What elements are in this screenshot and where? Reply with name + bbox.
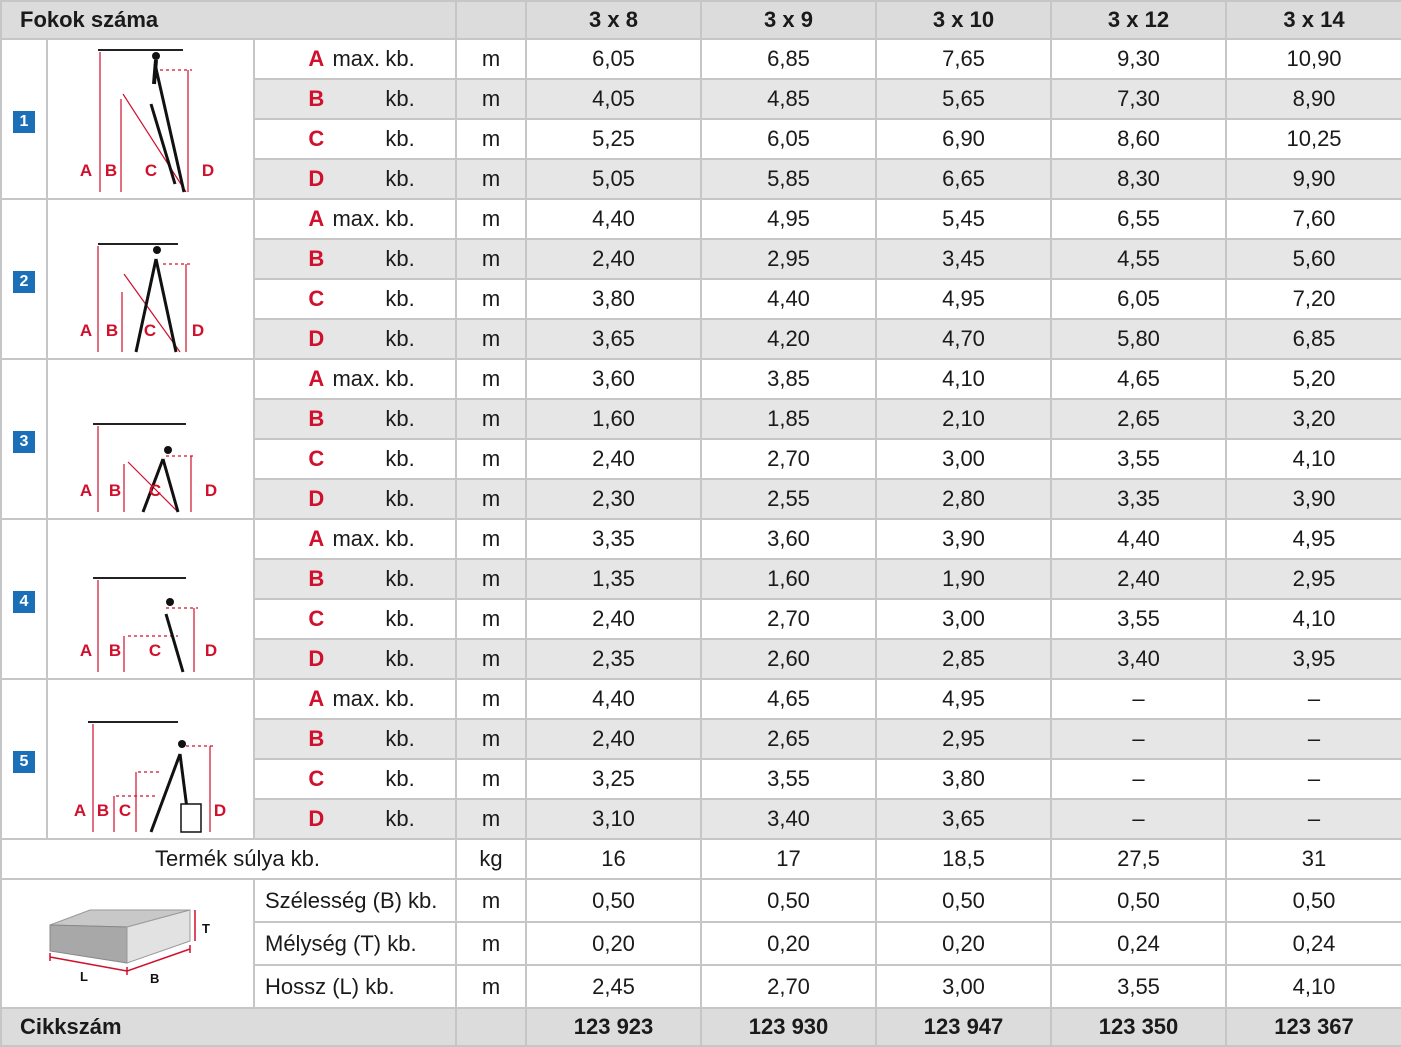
value-cell: 5,60: [1226, 239, 1401, 279]
measure-label: [254, 719, 456, 759]
article-number: 123 923: [526, 1008, 701, 1046]
measure-letter: D: [308, 166, 325, 191]
table-row: [1, 199, 1401, 239]
value-cell: 2,10: [876, 399, 1051, 439]
value-cell: 8,30: [1051, 159, 1226, 199]
measure-letter: A: [308, 46, 325, 71]
header-size: 3 x 10: [876, 1, 1051, 39]
measure-label: [254, 239, 456, 279]
dimension-unit: m: [456, 965, 526, 1008]
measure-suffix: kb.: [385, 686, 415, 711]
unit-cell: m: [456, 559, 526, 599]
table-row: [1, 519, 1401, 559]
unit-cell: m: [456, 719, 526, 759]
measure-suffix: kb.: [385, 726, 415, 751]
measure-suffix: kb.: [385, 86, 415, 111]
dimension-value: 0,50: [1226, 879, 1401, 922]
value-cell: 4,10: [1226, 599, 1401, 639]
value-cell: 1,85: [701, 399, 876, 439]
value-cell: 6,85: [701, 39, 876, 79]
measure-label: [254, 159, 456, 199]
value-cell: 2,30: [526, 479, 701, 519]
value-cell: 10,25: [1226, 119, 1401, 159]
measure-prefix: max.: [332, 526, 381, 551]
value-cell: 3,45: [876, 239, 1051, 279]
measure-suffix: kb.: [385, 566, 415, 591]
measure-suffix: kb.: [385, 806, 415, 831]
value-cell: 4,95: [876, 279, 1051, 319]
weight-row: [1, 839, 1401, 879]
dimension-row: [1, 879, 1401, 922]
unit-cell: m: [456, 799, 526, 839]
value-cell: 4,65: [701, 679, 876, 719]
measure-label: [254, 79, 456, 119]
dimension-value: 0,20: [876, 922, 1051, 965]
measure-label: [254, 359, 456, 399]
value-cell: 2,65: [1051, 399, 1226, 439]
dimension-value: 0,24: [1051, 922, 1226, 965]
value-cell: 4,70: [876, 319, 1051, 359]
measure-label: [254, 399, 456, 439]
value-cell: –: [1051, 759, 1226, 799]
value-cell: 3,90: [1226, 479, 1401, 519]
value-cell: –: [1226, 679, 1401, 719]
value-cell: 3,40: [1051, 639, 1226, 679]
dimension-value: 0,50: [701, 879, 876, 922]
weight-value: 27,5: [1051, 839, 1226, 879]
value-cell: 3,60: [526, 359, 701, 399]
value-cell: 4,95: [876, 679, 1051, 719]
svg-text:B: B: [150, 970, 160, 986]
measure-letter: D: [308, 486, 325, 511]
header-size: 3 x 9: [701, 1, 876, 39]
value-cell: –: [1051, 719, 1226, 759]
svg-text:B: B: [104, 161, 118, 180]
value-cell: 5,85: [701, 159, 876, 199]
value-cell: 3,55: [1051, 599, 1226, 639]
measure-letter: B: [308, 726, 325, 751]
measure-label: [254, 319, 456, 359]
value-cell: 2,40: [526, 719, 701, 759]
measure-label: [254, 279, 456, 319]
value-cell: 1,90: [876, 559, 1051, 599]
value-cell: 6,05: [1051, 279, 1226, 319]
measure-letter: A: [308, 206, 325, 231]
unit-cell: m: [456, 439, 526, 479]
unit-cell: m: [456, 359, 526, 399]
value-cell: 6,05: [526, 39, 701, 79]
measure-suffix: kb.: [385, 206, 415, 231]
svg-text:B: B: [96, 801, 110, 820]
config-badge: 1: [13, 111, 35, 133]
value-cell: 6,55: [1051, 199, 1226, 239]
header-unit-blank: [456, 1, 526, 39]
measure-letter: B: [308, 246, 325, 271]
dimension-unit: m: [456, 922, 526, 965]
value-cell: 2,55: [701, 479, 876, 519]
config-number-cell: [1, 359, 47, 519]
svg-text:A: A: [73, 801, 87, 820]
weight-value: 18,5: [876, 839, 1051, 879]
value-cell: 2,85: [876, 639, 1051, 679]
table-row: [1, 359, 1401, 399]
measure-suffix: kb.: [385, 766, 415, 791]
unit-cell: m: [456, 319, 526, 359]
ladder-diagram: [47, 199, 254, 359]
measure-letter: B: [308, 566, 325, 591]
unit-cell: m: [456, 679, 526, 719]
config-number-cell: [1, 679, 47, 839]
value-cell: 5,05: [526, 159, 701, 199]
value-cell: 6,90: [876, 119, 1051, 159]
value-cell: 3,95: [1226, 639, 1401, 679]
value-cell: 5,25: [526, 119, 701, 159]
value-cell: –: [1051, 799, 1226, 839]
measure-suffix: kb.: [385, 326, 415, 351]
measure-letter: C: [308, 446, 325, 471]
measure-letter: A: [308, 686, 325, 711]
value-cell: 3,00: [876, 599, 1051, 639]
value-cell: 3,55: [1051, 439, 1226, 479]
article-number: 123 930: [701, 1008, 876, 1046]
value-cell: 4,55: [1051, 239, 1226, 279]
measure-label: [254, 599, 456, 639]
dimension-value: 3,00: [876, 965, 1051, 1008]
svg-text:A: A: [79, 161, 93, 180]
value-cell: 3,80: [526, 279, 701, 319]
weight-value: 17: [701, 839, 876, 879]
value-cell: 3,80: [876, 759, 1051, 799]
ladder-diagram: [47, 359, 254, 519]
weight-label: Termék súlya kb.: [1, 839, 456, 879]
value-cell: 2,70: [701, 599, 876, 639]
value-cell: 10,90: [1226, 39, 1401, 79]
value-cell: 3,85: [701, 359, 876, 399]
measure-letter: C: [308, 286, 325, 311]
svg-text:A: A: [79, 641, 93, 660]
value-cell: 6,05: [701, 119, 876, 159]
measure-label: [254, 39, 456, 79]
dimension-value: 0,50: [1051, 879, 1226, 922]
unit-cell: m: [456, 599, 526, 639]
dimension-unit: m: [456, 879, 526, 922]
config-number-cell: [1, 39, 47, 199]
svg-text:C: C: [143, 321, 157, 340]
svg-text:A: A: [79, 321, 93, 340]
value-cell: 4,20: [701, 319, 876, 359]
measure-label: [254, 119, 456, 159]
article-number: 123 367: [1226, 1008, 1401, 1046]
config-badge: 4: [13, 591, 35, 613]
unit-cell: m: [456, 159, 526, 199]
measure-suffix: kb.: [385, 286, 415, 311]
weight-unit: kg: [456, 839, 526, 879]
measure-suffix: kb.: [385, 406, 415, 431]
dimension-value: 0,24: [1226, 922, 1401, 965]
value-cell: 8,60: [1051, 119, 1226, 159]
svg-text:B: B: [108, 641, 122, 660]
value-cell: 4,10: [876, 359, 1051, 399]
svg-text:D: D: [204, 641, 218, 660]
svg-text:C: C: [144, 161, 158, 180]
config-badge: 5: [13, 751, 35, 773]
value-cell: 3,35: [526, 519, 701, 559]
measure-prefix: max.: [332, 686, 381, 711]
svg-text:C: C: [148, 481, 162, 500]
article-unit-blank: [456, 1008, 526, 1046]
value-cell: 2,70: [701, 439, 876, 479]
svg-text:D: D: [191, 321, 205, 340]
value-cell: 3,65: [876, 799, 1051, 839]
config-badge: 2: [13, 271, 35, 293]
dimension-label: Hossz (L) kb.: [254, 965, 456, 1008]
config-badge: 3: [13, 431, 35, 453]
measure-suffix: kb.: [385, 46, 415, 71]
value-cell: 3,20: [1226, 399, 1401, 439]
measure-suffix: kb.: [385, 166, 415, 191]
unit-cell: m: [456, 759, 526, 799]
value-cell: 4,05: [526, 79, 701, 119]
value-cell: –: [1051, 679, 1226, 719]
dimension-value: 0,50: [526, 879, 701, 922]
unit-cell: m: [456, 239, 526, 279]
measure-letter: C: [308, 766, 325, 791]
unit-cell: m: [456, 279, 526, 319]
value-cell: 4,40: [1051, 519, 1226, 559]
value-cell: 4,40: [526, 679, 701, 719]
value-cell: 4,95: [701, 199, 876, 239]
measure-letter: A: [308, 366, 325, 391]
article-number-row: [1, 1008, 1401, 1046]
ladder-diagram: [47, 39, 254, 199]
svg-text:B: B: [108, 481, 122, 500]
measure-label: [254, 479, 456, 519]
ladder-diagram: [47, 519, 254, 679]
value-cell: 3,00: [876, 439, 1051, 479]
measure-suffix: kb.: [385, 446, 415, 471]
measure-label: [254, 559, 456, 599]
value-cell: 3,25: [526, 759, 701, 799]
measure-suffix: kb.: [385, 606, 415, 631]
config-number-cell: [1, 519, 47, 679]
value-cell: 3,35: [1051, 479, 1226, 519]
measure-label: [254, 439, 456, 479]
measure-prefix: max.: [332, 366, 381, 391]
value-cell: 5,20: [1226, 359, 1401, 399]
article-number: 123 350: [1051, 1008, 1226, 1046]
value-cell: 7,60: [1226, 199, 1401, 239]
value-cell: 7,30: [1051, 79, 1226, 119]
value-cell: 2,95: [701, 239, 876, 279]
value-cell: 7,20: [1226, 279, 1401, 319]
measure-suffix: kb.: [385, 126, 415, 151]
dimension-value: 0,20: [526, 922, 701, 965]
measure-label: [254, 199, 456, 239]
dimension-value: 0,50: [876, 879, 1051, 922]
config-number-cell: [1, 199, 47, 359]
unit-cell: m: [456, 119, 526, 159]
value-cell: 6,85: [1226, 319, 1401, 359]
value-cell: 3,40: [701, 799, 876, 839]
value-cell: 9,30: [1051, 39, 1226, 79]
value-cell: 4,40: [701, 279, 876, 319]
value-cell: –: [1226, 719, 1401, 759]
value-cell: 1,35: [526, 559, 701, 599]
measure-letter: D: [308, 806, 325, 831]
value-cell: 7,65: [876, 39, 1051, 79]
svg-text:A: A: [79, 481, 93, 500]
value-cell: 3,55: [701, 759, 876, 799]
value-cell: 6,65: [876, 159, 1051, 199]
value-cell: 4,85: [701, 79, 876, 119]
measure-letter: A: [308, 526, 325, 551]
value-cell: 3,10: [526, 799, 701, 839]
measure-suffix: kb.: [385, 366, 415, 391]
value-cell: 2,40: [526, 239, 701, 279]
table-row: [1, 679, 1401, 719]
header-title: Fokok száma: [1, 1, 456, 39]
measure-letter: D: [308, 326, 325, 351]
svg-text:T: T: [202, 920, 210, 936]
dimension-label: Szélesség (B) kb.: [254, 879, 456, 922]
value-cell: 5,65: [876, 79, 1051, 119]
weight-value: 31: [1226, 839, 1401, 879]
value-cell: 3,65: [526, 319, 701, 359]
value-cell: 4,65: [1051, 359, 1226, 399]
header-size: 3 x 8: [526, 1, 701, 39]
svg-text:C: C: [148, 641, 162, 660]
ladder-diagram: [47, 679, 254, 839]
measure-letter: B: [308, 86, 325, 111]
unit-cell: m: [456, 639, 526, 679]
value-cell: 8,90: [1226, 79, 1401, 119]
measure-letter: B: [308, 406, 325, 431]
svg-text:D: D: [213, 801, 227, 820]
dimension-value: 2,45: [526, 965, 701, 1008]
measure-suffix: kb.: [385, 246, 415, 271]
value-cell: 2,95: [1226, 559, 1401, 599]
article-number: 123 947: [876, 1008, 1051, 1046]
measure-label: [254, 679, 456, 719]
header-row: [1, 1, 1401, 39]
unit-cell: m: [456, 479, 526, 519]
value-cell: –: [1226, 799, 1401, 839]
value-cell: 2,95: [876, 719, 1051, 759]
value-cell: 2,35: [526, 639, 701, 679]
measure-suffix: kb.: [385, 646, 415, 671]
svg-text:D: D: [201, 161, 215, 180]
value-cell: 3,90: [876, 519, 1051, 559]
measure-letter: C: [308, 126, 325, 151]
header-size: 3 x 12: [1051, 1, 1226, 39]
unit-cell: m: [456, 399, 526, 439]
measure-label: [254, 759, 456, 799]
value-cell: 2,65: [701, 719, 876, 759]
measure-suffix: kb.: [385, 486, 415, 511]
dimension-value: 0,20: [701, 922, 876, 965]
measure-prefix: max.: [332, 206, 381, 231]
measure-label: [254, 639, 456, 679]
value-cell: 1,60: [701, 559, 876, 599]
value-cell: 4,10: [1226, 439, 1401, 479]
dimension-value: 3,55: [1051, 965, 1226, 1008]
weight-value: 16: [526, 839, 701, 879]
dimension-label: Mélység (T) kb.: [254, 922, 456, 965]
value-cell: 9,90: [1226, 159, 1401, 199]
measure-letter: C: [308, 606, 325, 631]
svg-text:B: B: [105, 321, 119, 340]
header-size: 3 x 14: [1226, 1, 1401, 39]
dimension-value: 2,70: [701, 965, 876, 1008]
article-number-label: Cikkszám: [1, 1008, 456, 1046]
unit-cell: m: [456, 199, 526, 239]
svg-text:D: D: [204, 481, 218, 500]
measure-prefix: max.: [332, 46, 381, 71]
value-cell: –: [1226, 759, 1401, 799]
value-cell: 5,45: [876, 199, 1051, 239]
unit-cell: m: [456, 39, 526, 79]
value-cell: 2,40: [526, 439, 701, 479]
svg-text:L: L: [80, 968, 88, 984]
value-cell: 4,95: [1226, 519, 1401, 559]
value-cell: 2,60: [701, 639, 876, 679]
unit-cell: m: [456, 79, 526, 119]
measure-suffix: kb.: [385, 526, 415, 551]
value-cell: 2,80: [876, 479, 1051, 519]
dimension-value: 4,10: [1226, 965, 1401, 1008]
value-cell: 5,80: [1051, 319, 1226, 359]
measure-label: [254, 519, 456, 559]
value-cell: 4,40: [526, 199, 701, 239]
measure-letter: D: [308, 646, 325, 671]
value-cell: 2,40: [1051, 559, 1226, 599]
svg-text:C: C: [118, 801, 132, 820]
unit-cell: m: [456, 519, 526, 559]
value-cell: 2,40: [526, 599, 701, 639]
table-row: [1, 39, 1401, 79]
measure-label: [254, 799, 456, 839]
value-cell: 3,60: [701, 519, 876, 559]
value-cell: 1,60: [526, 399, 701, 439]
package-box-diagram: [1, 879, 254, 1008]
